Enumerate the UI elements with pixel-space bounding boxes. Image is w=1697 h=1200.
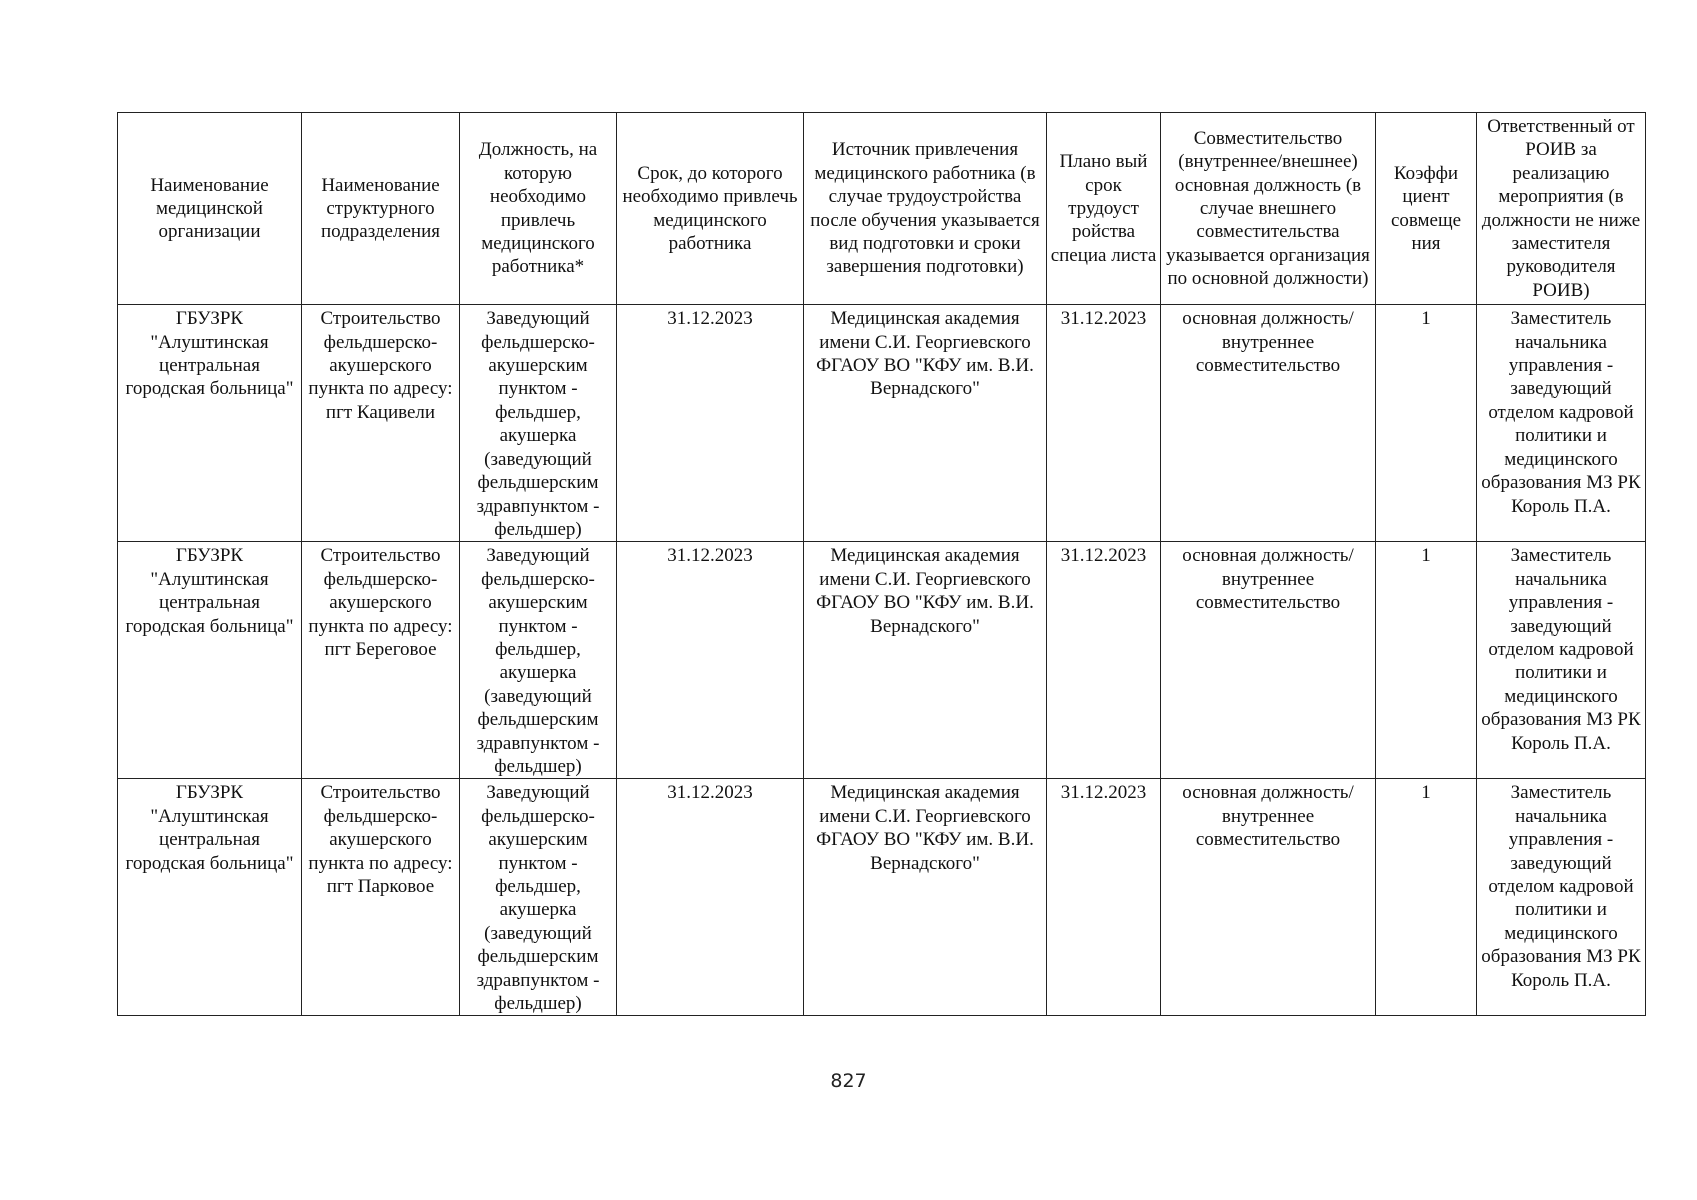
header-organization: Наименование медицинской организации — [118, 113, 302, 305]
table-header — [118, 113, 1646, 305]
cell-source: Медицинская академия имени С.И. Георгиевского ФГАОУ ВО "КФУ им. В.И. Вернадского" — [804, 305, 1047, 542]
cell-responsible: Заместитель начальника управления - заведующий отделом кадровой политики и медицинского образования МЗ РК Король П.А. — [1477, 779, 1646, 1016]
cell-deadline: 31.12.2023 — [617, 542, 804, 779]
header-subdivision: Наименование структурного подразделения — [302, 113, 460, 305]
cell-deadline: 31.12.2023 — [617, 779, 804, 1016]
cell-planned-date: 31.12.2023 — [1047, 779, 1161, 1016]
cell-combination: основная должность/ внутреннее совместительство — [1161, 305, 1376, 542]
cell-source: Медицинская академия имени С.И. Георгиевского ФГАОУ ВО "КФУ им. В.И. Вернадского" — [804, 779, 1047, 1016]
cell-deadline: 31.12.2023 — [617, 305, 804, 542]
table-body — [118, 305, 1646, 1016]
header-source: Источник привлечения медицинского работника (в случае трудоустройства после обучения указывается вид подготовки и сроки завершения подготовки) — [804, 113, 1047, 305]
page-number: 827 — [830, 1070, 867, 1092]
cell-responsible: Заместитель начальника управления - заведующий отделом кадровой политики и медицинского образования МЗ РК Король П.А. — [1477, 305, 1646, 542]
cell-position: Заведующий фельдшерско-акушерским пунктом - фельдшер, акушерка (заведующий фельдшерским здравпунктом - фельдшер) — [460, 779, 617, 1016]
cell-combination: основная должность/ внутреннее совместительство — [1161, 779, 1376, 1016]
cell-coefficient: 1 — [1376, 542, 1477, 779]
table-row — [118, 779, 1646, 1016]
cell-organization: ГБУЗРК "Алуштинская центральная городская больница" — [118, 779, 302, 1016]
cell-organization: ГБУЗРК "Алуштинская центральная городская больница" — [118, 305, 302, 542]
cell-source: Медицинская академия имени С.И. Георгиевского ФГАОУ ВО "КФУ им. В.И. Вернадского" — [804, 542, 1047, 779]
table-row — [118, 542, 1646, 779]
cell-position: Заведующий фельдшерско-акушерским пунктом - фельдшер, акушерка (заведующий фельдшерским здравпунктом - фельдшер) — [460, 542, 617, 779]
cell-subdivision: Строительство фельдшерско-акушерского пункта по адресу: пгт Парковое — [302, 779, 460, 1016]
cell-organization: ГБУЗРК "Алуштинская центральная городская больница" — [118, 542, 302, 779]
cell-position: Заведующий фельдшерско-акушерским пунктом - фельдшер, акушерка (заведующий фельдшерским здравпунктом - фельдшер) — [460, 305, 617, 542]
cell-planned-date: 31.12.2023 — [1047, 305, 1161, 542]
header-combination: Совместительство (внутреннее/внешнее) основная должность (в случае внешнего совместительства указывается организация по основной должности) — [1161, 113, 1376, 305]
header-deadline: Срок, до которого необходимо привлечь медицинского работника — [617, 113, 804, 305]
header-position: Должность, на которую необходимо привлечь медицинского работника* — [460, 113, 617, 305]
cell-coefficient: 1 — [1376, 305, 1477, 542]
cell-coefficient: 1 — [1376, 779, 1477, 1016]
staffing-table — [117, 112, 1646, 1016]
cell-responsible: Заместитель начальника управления - заведующий отделом кадровой политики и медицинского образования МЗ РК Король П.А. — [1477, 542, 1646, 779]
cell-subdivision: Строительство фельдшерско-акушерского пункта по адресу: пгт Кацивели — [302, 305, 460, 542]
header-row — [118, 113, 1646, 305]
cell-combination: основная должность/ внутреннее совместительство — [1161, 542, 1376, 779]
header-coefficient: Коэффи циент совмеще ния — [1376, 113, 1477, 305]
table-row — [118, 305, 1646, 542]
header-planned-date: Плано вый срок трудоуст ройства специа листа — [1047, 113, 1161, 305]
cell-planned-date: 31.12.2023 — [1047, 542, 1161, 779]
header-responsible: Ответственный от РОИВ за реализацию мероприятия (в должности не ниже заместителя руководителя РОИВ) — [1477, 113, 1646, 305]
cell-subdivision: Строительство фельдшерско-акушерского пункта по адресу: пгт Береговое — [302, 542, 460, 779]
